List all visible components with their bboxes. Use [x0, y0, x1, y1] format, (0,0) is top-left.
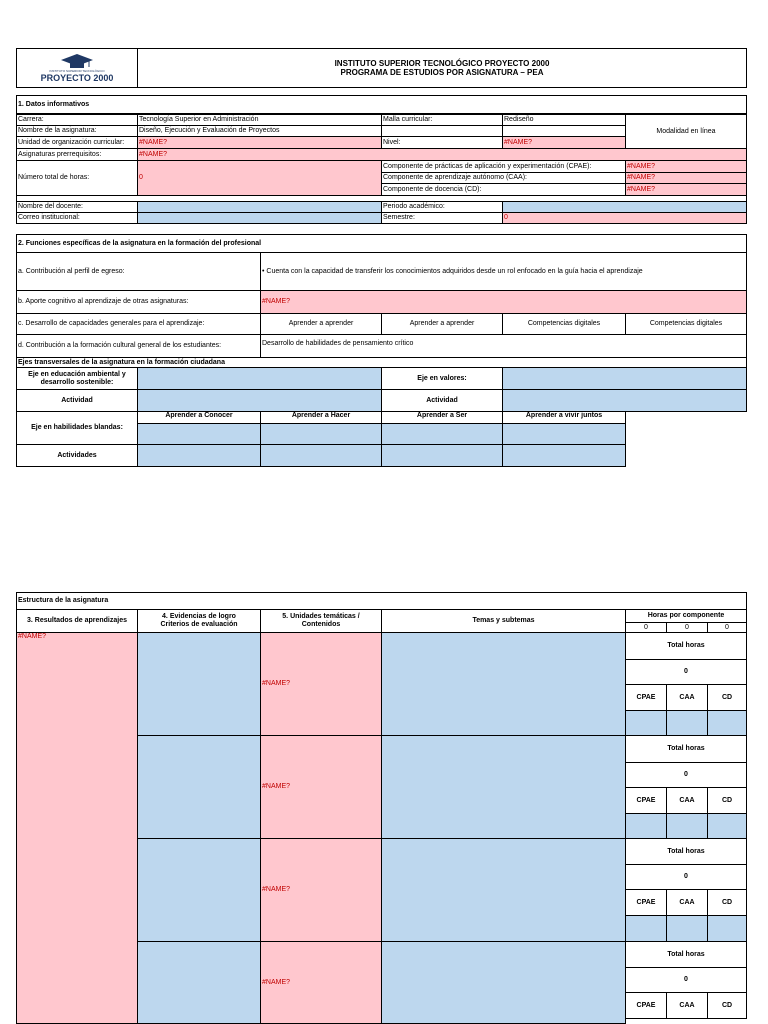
capacidad-2: Aprender a aprender — [381, 313, 503, 335]
periodo-label: Periodo académico: — [381, 201, 503, 213]
cpae-label: CPAE — [625, 684, 667, 711]
evidencias-value[interactable] — [137, 838, 261, 942]
resultados-aprendizaje-value: #NAME? — [16, 632, 138, 1024]
habilidad-header-4: Aprender a vivir juntos — [502, 411, 626, 424]
eje-valores-label: Eje en valores: — [381, 367, 503, 390]
temas-value[interactable] — [381, 838, 626, 942]
actividades-value-4[interactable] — [502, 444, 626, 467]
nombre-asignatura-value: Diseño, Ejecución y Evaluación de Proyectos — [137, 125, 382, 137]
habilidad-header-2: Aprender a Hacer — [260, 411, 382, 424]
col-unidades-line1: 5. Unidades temáticas / — [282, 613, 360, 620]
logo-box — [16, 48, 138, 88]
aporte-cognitivo-label: b. Aporte cognitivo al aprendizaje de otras asignaturas: — [16, 290, 261, 314]
eje-blandas-label: Eje en habilidades blandas: — [16, 411, 138, 445]
caa-label: CAA — [666, 992, 708, 1019]
docente-label: Nombre del docente: — [16, 201, 138, 213]
structure-title: Estructura de la asignatura — [16, 592, 747, 610]
col-resultados-header: 3. Resultados de aprendizajes — [16, 609, 138, 633]
institution-title: INSTITUTO SUPERIOR TECNOLÓGICO PROYECTO 2000 — [334, 59, 550, 68]
actividades-value-3[interactable] — [381, 444, 503, 467]
caa-input[interactable] — [666, 710, 708, 736]
cd-input[interactable] — [707, 813, 747, 839]
prerrequisitos-label: Asignaturas prerrequisitos: — [16, 148, 138, 161]
cpae-label: CPAE — [625, 992, 667, 1019]
col-evidencias-header — [137, 609, 261, 633]
horas-label: Número total de horas: — [16, 160, 138, 196]
malla-value: Rediseño — [502, 114, 626, 126]
eje-valores-value[interactable] — [502, 367, 747, 390]
actividades-label: Actividades — [16, 444, 138, 467]
cd-value: #NAME? — [625, 183, 747, 196]
nivel-value: #NAME? — [502, 136, 626, 149]
perfil-egreso-value: • Cuenta con la capacidad de transferir los conocimientos adquiridos desde un rol enfocado en la guía hacia el aprendizaje — [260, 252, 747, 291]
col-unidades-header — [260, 609, 382, 633]
total-horas-label: Total horas — [625, 838, 747, 865]
malla-label: Malla curricular: — [381, 114, 503, 126]
cd-label: CD — [707, 684, 747, 711]
cpae-label: Componente de prácticas de aplicación y experimentación (CPAE): — [381, 160, 626, 173]
graduation-cap-icon — [57, 53, 97, 69]
program-title: PROGRAMA DE ESTUDIOS POR ASIGNATURA – PEA — [340, 68, 544, 77]
total-horas-value: 0 — [625, 659, 747, 685]
aporte-cognitivo-value: #NAME? — [260, 290, 747, 314]
cd-input[interactable] — [707, 710, 747, 736]
total-horas-value: 0 — [625, 967, 747, 993]
horas-caa-total: 0 — [666, 622, 708, 633]
eje-ambiental-label: Eje en educación ambiental y desarrollo sostenible: — [16, 367, 138, 390]
actividades-value-2[interactable] — [260, 444, 382, 467]
temas-value[interactable] — [381, 941, 626, 1024]
caa-label: CAA — [666, 787, 708, 814]
total-horas-label: Total horas — [625, 735, 747, 763]
col-temas-header: Temas y subtemas — [381, 609, 626, 633]
caa-label: CAA — [666, 889, 708, 916]
col-evidencias-line2: Criterios de evaluación — [160, 621, 238, 628]
horas-cd-total: 0 — [707, 622, 747, 633]
capacidad-1: Aprender a aprender — [260, 313, 382, 335]
habilidad-value-1[interactable] — [137, 423, 261, 445]
cpae-input[interactable] — [625, 813, 667, 839]
logo-text: PROYECTO 2000 — [40, 73, 114, 83]
actividad-ambiental-label: Actividad — [16, 389, 138, 412]
semestre-value: 0 — [502, 212, 747, 224]
logo-subtext: INSTITUTO SUPERIOR TECNOLÓGICO — [49, 69, 105, 73]
actividad-valores-label: Actividad — [381, 389, 503, 412]
formacion-cultural-label: d. Contribución a la formación cultural general de los estudiantes: — [16, 334, 261, 358]
unidad-tematica-value: #NAME? — [260, 632, 382, 736]
prerrequisitos-value: #NAME? — [137, 148, 747, 161]
cd-label: Componente de docencia (CD): — [381, 183, 626, 196]
actividad-ambiental-value[interactable] — [137, 389, 382, 412]
capacidad-3: Competencias digitales — [502, 313, 626, 335]
unidad-label: Unidad de organización curricular: — [16, 136, 138, 149]
evidencias-value[interactable] — [137, 735, 261, 839]
horas-cpae-total: 0 — [625, 622, 667, 633]
caa-input[interactable] — [666, 813, 708, 839]
cpae-label: CPAE — [625, 889, 667, 916]
cd-label: CD — [707, 992, 747, 1019]
section2-title: 2. Funciones específicas de la asignatura en la formación del profesional — [16, 234, 747, 253]
correo-value[interactable] — [137, 212, 382, 224]
actividades-value-1[interactable] — [137, 444, 261, 467]
capacidad-4: Competencias digitales — [625, 313, 747, 335]
modalidad-value: Modalidad en línea — [625, 114, 747, 149]
actividad-valores-value[interactable] — [502, 389, 747, 412]
caa-value: #NAME? — [625, 172, 747, 184]
eje-ambiental-value[interactable] — [137, 367, 382, 390]
cpae-input[interactable] — [625, 915, 667, 942]
carrera-label: Carrera: — [16, 114, 138, 126]
nombre-asignatura-label: Nombre de la asignatura: — [16, 125, 138, 137]
unidad-tematica-value: #NAME? — [260, 941, 382, 1024]
cpae-label: CPAE — [625, 787, 667, 814]
perfil-egreso-label: a. Contribución al perfil de egreso: — [16, 252, 261, 291]
habilidad-value-4[interactable] — [502, 423, 626, 445]
nivel-label: Nivel: — [381, 136, 503, 149]
total-horas-label: Total horas — [625, 632, 747, 660]
total-horas-label: Total horas — [625, 941, 747, 968]
temas-value[interactable] — [381, 632, 626, 736]
cpae-input[interactable] — [625, 710, 667, 736]
col-evidencias-line1: 4. Evidencias de logro — [162, 613, 236, 620]
capacidades-label: c. Desarrollo de capacidades generales para el aprendizaje: — [16, 313, 261, 335]
carrera-value: Tecnología Superior en Administración — [137, 114, 382, 126]
cd-input[interactable] — [707, 915, 747, 942]
caa-label: CAA — [666, 684, 708, 711]
total-horas-value: 0 — [625, 864, 747, 890]
evidencias-value[interactable] — [137, 941, 261, 1024]
habilidad-value-2[interactable] — [260, 423, 382, 445]
col-unidades-line2: Contenidos — [301, 621, 341, 628]
unidad-tematica-value: #NAME? — [260, 838, 382, 942]
habilidad-header-1: Aprender a Conocer — [137, 411, 261, 424]
cpae-value: #NAME? — [625, 160, 747, 173]
semestre-label: Semestre: — [381, 212, 503, 224]
col-horas-header: Horas por componente — [625, 609, 747, 623]
correo-label: Correo institucional: — [16, 212, 138, 224]
unidad-value: #NAME? — [137, 136, 382, 149]
cd-label: CD — [707, 787, 747, 814]
document-header — [137, 48, 747, 88]
unidad-tematica-value: #NAME? — [260, 735, 382, 839]
evidencias-value[interactable] — [137, 632, 261, 736]
cd-label: CD — [707, 889, 747, 916]
habilidad-header-3: Aprender a Ser — [381, 411, 503, 424]
total-horas-value: 0 — [625, 762, 747, 788]
habilidad-value-3[interactable] — [381, 423, 503, 445]
ejes-title: Ejes transversales de la asignatura en la formación ciudadana — [16, 357, 747, 368]
formacion-cultural-value: Desarrollo de habilidades de pensamiento crítico — [260, 334, 747, 358]
temas-value[interactable] — [381, 735, 626, 839]
horas-value: 0 — [137, 160, 382, 196]
caa-label: Componente de aprendizaje autónomo (CAA): — [381, 172, 626, 184]
section1-title: 1. Datos informativos — [16, 95, 747, 114]
caa-input[interactable] — [666, 915, 708, 942]
